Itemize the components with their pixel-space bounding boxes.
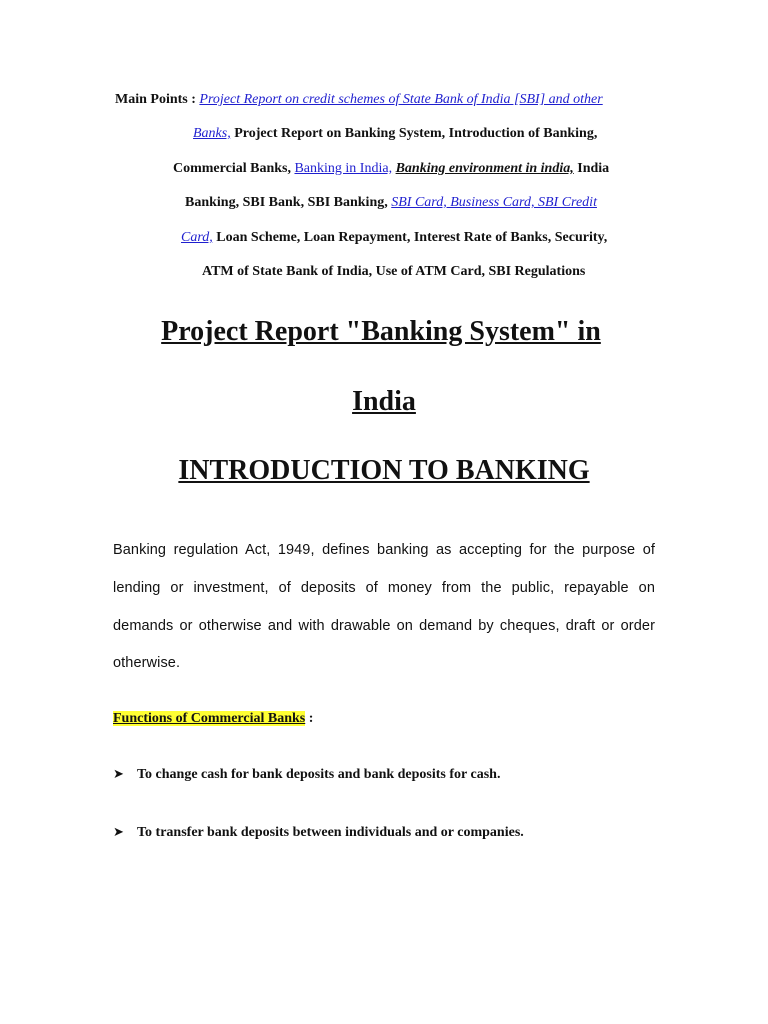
main-points-label: Main Points : xyxy=(115,92,196,107)
main-points-text: ATM of State Bank of India, Use of ATM Card, SBI Regulations xyxy=(202,264,586,279)
list-item xyxy=(113,767,500,783)
page-title-line-2: India xyxy=(352,386,416,417)
page-title-line-1: Project Report "Banking System" in xyxy=(161,316,601,347)
main-points-text: Commercial Banks, xyxy=(173,161,295,176)
link-card[interactable]: Card, xyxy=(181,230,213,245)
paragraph-line: lending or investment, of deposits of money from the public, repayable on xyxy=(113,580,655,596)
main-points-line-6 xyxy=(202,264,585,280)
list-item xyxy=(113,825,524,841)
link-banking-in-india[interactable]: Banking in India, xyxy=(294,161,393,176)
link-credit-schemes[interactable]: Project Report on credit schemes of State Bank of India [SBI] and other xyxy=(199,92,603,107)
main-points-text: India xyxy=(573,161,610,176)
arrow-bullet-icon: ➤ xyxy=(113,767,124,782)
main-points-text: Loan Scheme, Loan Repayment, Interest Rate of Banks, Security, xyxy=(212,230,608,245)
main-points-line-4 xyxy=(185,195,597,211)
paragraph-line: Banking regulation Act, 1949, defines banking as accepting for the purpose of xyxy=(113,542,655,558)
list-item-text: To change cash for bank deposits and bank deposits for cash. xyxy=(137,767,501,782)
paragraph-line: otherwise. xyxy=(113,655,181,671)
link-banks[interactable]: Banks, xyxy=(193,126,231,141)
paragraph-line: demands or otherwise and with drawable on demand by cheques, draft or order xyxy=(113,618,655,634)
functions-heading-colon: : xyxy=(305,711,314,726)
link-sbi-card[interactable]: SBI Card, Business Card, SBI Credit xyxy=(391,195,597,210)
main-points-line-2 xyxy=(193,126,597,142)
main-points-line-5 xyxy=(181,230,607,246)
main-points-line-3 xyxy=(173,161,609,177)
functions-heading-highlight: Functions of Commercial Banks xyxy=(113,711,306,726)
main-points-text: Project Report on Banking System, Introduction of Banking, xyxy=(230,126,598,141)
main-points-line-1 xyxy=(115,92,603,108)
arrow-bullet-icon: ➤ xyxy=(113,825,124,840)
main-points-text: Banking, SBI Bank, SBI Banking, xyxy=(185,195,392,210)
functions-heading xyxy=(113,711,313,727)
section-heading-introduction: INTRODUCTION TO BANKING xyxy=(178,455,590,486)
list-item-text: To transfer bank deposits between individuals and or companies. xyxy=(137,825,524,840)
link-banking-environment[interactable]: Banking environment in india, xyxy=(395,161,574,176)
